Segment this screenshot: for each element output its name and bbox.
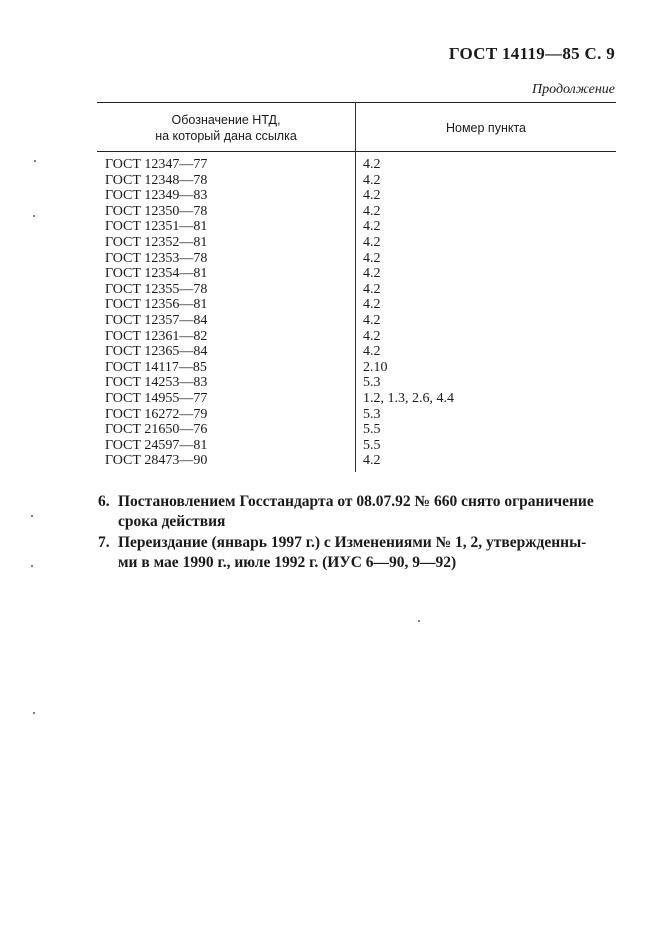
table-cell-item: 4.2: [363, 453, 381, 469]
note-7-line1: Переиздание (январь 1997 г.) с Изменениями № 1, 2, утвержденны-: [118, 534, 587, 551]
reference-table: [97, 102, 616, 474]
table-cell-item: 4.2: [363, 157, 381, 172]
table-cell-item: 4.2: [363, 266, 381, 282]
table-cell-document: ГОСТ 12354—81: [105, 266, 208, 282]
table-row: [97, 219, 616, 235]
table-row: [97, 438, 616, 454]
table-cell-item: 4.2: [363, 234, 381, 250]
table-row: [97, 266, 616, 282]
table-cell-item: 1.2, 1.3, 2.6, 4.4: [363, 390, 454, 406]
note-6-number: 6.: [98, 493, 110, 510]
table-cell-item: 4.2: [363, 250, 381, 266]
column-header-document-line1: Обозначение НТД,: [171, 113, 281, 127]
table-cell-document: ГОСТ 12347—77: [105, 157, 208, 172]
column-header-item: Номер пункта: [445, 121, 527, 135]
table-cell-document: ГОСТ 12353—78: [105, 250, 208, 266]
note-7-number: 7.: [98, 534, 110, 551]
table-row: [97, 360, 616, 376]
table-cell-item: 4.2: [363, 344, 381, 360]
table-cell-document: ГОСТ 12352—81: [105, 234, 208, 250]
table-cell-item: 4.2: [363, 203, 381, 219]
scan-speck: [31, 565, 33, 567]
table-cell-item: 4.2: [363, 188, 381, 204]
table-row: [97, 453, 616, 469]
table-row: [97, 188, 616, 204]
continuation-label: Продолжение: [532, 82, 615, 97]
table-cell-item: 5.3: [363, 375, 381, 391]
table-body: [97, 157, 616, 469]
table-cell-item: 4.2: [363, 219, 381, 235]
table-row: [97, 235, 616, 251]
table-row: [97, 329, 616, 345]
table-cell-document: ГОСТ 12356—81: [105, 297, 208, 313]
page-header-title: ГОСТ 14119—85 С. 9: [448, 44, 615, 63]
scan-speck: [33, 712, 35, 714]
table-cell-document: ГОСТ 14955—77: [105, 390, 208, 406]
table-cell-item: 5.5: [363, 422, 381, 438]
table-row: [97, 407, 616, 423]
note-6: [98, 492, 618, 532]
table-row: [97, 391, 616, 407]
table-cell-document: ГОСТ 12365—84: [105, 344, 208, 360]
table-header-rule: [97, 151, 616, 152]
table-top-rule: [97, 102, 616, 103]
table-row: [97, 157, 616, 173]
table-cell-document: ГОСТ 12357—84: [105, 312, 208, 328]
table-cell-item: 5.5: [363, 437, 381, 453]
table-cell-item: 4.2: [363, 312, 381, 328]
table-cell-item: 4.2: [363, 281, 381, 297]
table-cell-document: ГОСТ 14253—83: [105, 375, 208, 391]
table-row: [97, 422, 616, 438]
note-7: [98, 533, 618, 573]
table-cell-document: ГОСТ 14117—85: [105, 359, 207, 375]
table-row: [97, 173, 616, 189]
table-cell-document: ГОСТ 28473—90: [105, 453, 208, 469]
table-cell-document: ГОСТ 12355—78: [105, 281, 208, 297]
table-row: [97, 297, 616, 313]
scan-speck: [418, 620, 420, 622]
column-header-document: [97, 112, 355, 144]
table-cell-document: ГОСТ 12348—78: [105, 172, 208, 188]
table-row: [97, 204, 616, 220]
table-row: [97, 282, 616, 298]
table-row: [97, 251, 616, 267]
note-6-line1: Постановлением Госстандарта от 08.07.92 № 660 снято ограничение: [118, 493, 594, 510]
scan-speck: [33, 215, 35, 217]
table-cell-document: ГОСТ 24597—81: [105, 437, 208, 453]
table-cell-document: ГОСТ 12350—78: [105, 203, 208, 219]
table-row: [97, 375, 616, 391]
table-row: [97, 313, 616, 329]
scan-speck: [34, 160, 36, 162]
table-row: [97, 344, 616, 360]
table-cell-document: ГОСТ 12349—83: [105, 188, 208, 204]
column-header-document-line2: на который дана ссылка: [155, 129, 297, 143]
table-cell-document: ГОСТ 16272—79: [105, 406, 208, 422]
note-7-line2: ми в мае 1990 г., июле 1992 г. (ИУС 6—90, 9—92): [118, 554, 457, 571]
table-cell-item: 4.2: [363, 297, 381, 313]
table-cell-item: 4.2: [363, 172, 381, 188]
note-6-line2: срока действия: [118, 513, 226, 530]
table-cell-document: ГОСТ 12361—82: [105, 328, 208, 344]
table-cell-item: 5.3: [363, 406, 381, 422]
table-cell-document: ГОСТ 21650—76: [105, 422, 208, 438]
table-cell-item: 4.2: [363, 328, 381, 344]
table-cell-document: ГОСТ 12351—81: [105, 219, 208, 235]
scan-speck: [31, 515, 33, 517]
table-cell-item: 2.10: [363, 359, 388, 375]
